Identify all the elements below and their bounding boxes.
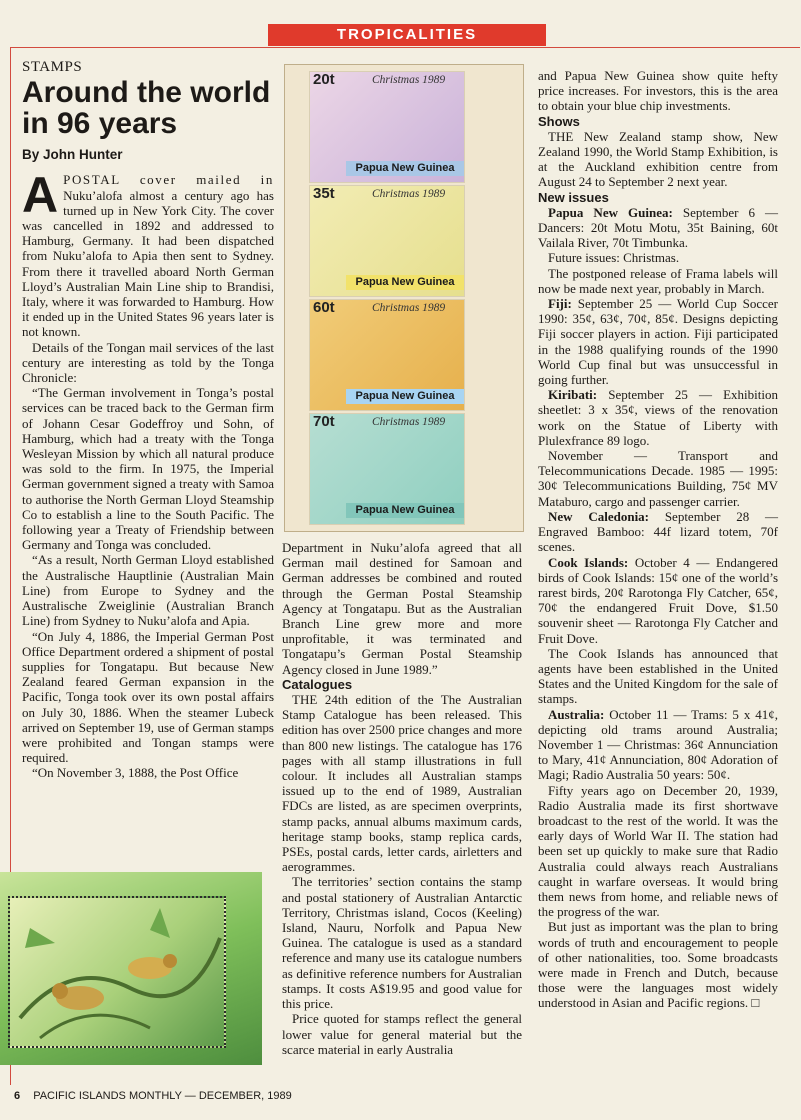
issue-entry-new-caledonia: New Caledonia: September 28 — Engraved Bamboo: 44f lizard totem, 70f scenes. (538, 508, 778, 555)
issue-entry-fiji: Fiji: September 25 — World Cup Soccer 1990: 35¢, 63¢, 70¢, 85¢. Designs depicting Fiji soccer players in action. Fiji participated in the 1988 qualifying rounds of the 1990 World Cup final but was unsuccessful in going further. (538, 296, 778, 388)
stamp-caption: Christmas 1989 (372, 302, 446, 314)
byline: By John Hunter (22, 147, 123, 163)
paragraph: Details of the Tongan mail services of the last century are interesting as told by the Tonga Chronicle: (22, 339, 274, 386)
subhead-catalogues: Catalogues (282, 676, 353, 692)
paragraph: and Papua New Guinea show quite hefty price increases. For investors, this is the area to obtain your blue chip investments. (538, 68, 778, 114)
stamp-illustration (284, 64, 524, 532)
paragraph: But just as important was the plan to bring words of truth and encouragement to people of other nationalities, too. Some broadcasts were made in French and Dutch, because those were the languages most widely understood in Asian and Pacific regions. □ (538, 919, 778, 1011)
end-mark-icon: □ (751, 995, 760, 1011)
publication-line: PACIFIC ISLANDS MONTHLY — DECEMBER, 1989 (33, 1090, 292, 1102)
stamp-value: 70t (313, 413, 335, 430)
article-column-3 (538, 68, 778, 1011)
article-column-1 (22, 60, 274, 781)
section-banner: TROPICALITIES (268, 24, 546, 46)
lead-paragraph: APOSTAL cover mailed in Nuku’alofa almost a century ago has turned up in New York City. The cover was cancelled in 1892 and addressed to Hamburg, Germany. It had been dispatched from Nuku’alofa to Apia then sent to Sydney. From there it travelled aboard North German Lloyd’s Australian Main Line ship to Brandisi, Italy, where it was forwarded to Hamburg. How it ended up in the United States 96 years later is not known. (22, 167, 274, 340)
paragraph: The territories’ section contains the stamp and postal stationery of Australian Antarctic Territory, Christmas island, Cocos (Keeling) Island, Nauru, Norfolk and Papua New Guinea. The catalogue is used as a standard reference and many use its catalogue numbers as definitive reference numbers for Australian stamps. It costs A$19.95 and good value for this price. (282, 874, 522, 1012)
stamp-country: Papua New Guinea (346, 389, 464, 404)
stamp-value: 20t (313, 71, 335, 88)
paragraph: “On July 4, 1886, the Imperial German Post Office Department ordered a shipment of postal supplies for Tongatapu. But because New Zealand feared German expansion in the Pacific, Tonga took over its own postal affairs on July 30, 1886. When the steamer Lubeck arrived on September 19, use of German stamps were prohibited and Tongan stamps were required. (22, 628, 274, 766)
paragraph: The postponed release of Frama labels will now be made next year, probably in March. (538, 265, 778, 296)
page-number: 6 (14, 1090, 21, 1102)
bird-stamp-illustration (0, 872, 262, 1065)
paragraph: Future issues: Christmas. (548, 250, 680, 266)
stamp-35t (309, 185, 465, 297)
stamp-caption: Christmas 1989 (372, 416, 446, 428)
stamp-20t (309, 71, 465, 183)
headline: Around the world in 96 years (22, 76, 271, 141)
issue-entry-png: Papua New Guinea: September 6 — Dancers: 20t Motu Motu, 35t Baining, 60t Vailala River, 70t Timbunka. (538, 204, 779, 251)
issue-entry-kiribati: Kiribati: September 25 — Exhibition sheetlet: 3 x 35¢, views of the renovation work on the Statue of Liberty with Plulexfrance 89 logo. (538, 387, 778, 448)
issue-entry-australia: Australia: October 11 — Trams: 5 x 41¢, depicting old trams around Australia; November 1 — Christmas: 36¢ Annunciation to Mary, 41¢ Annunciation, 80¢ Adoration of Magi; Radio Australia 50 years: 50¢. (538, 706, 778, 783)
stamp-value: 35t (313, 185, 335, 202)
bird-icon (10, 898, 224, 1046)
paragraph: “On November 3, 1888, the Post Office (32, 765, 239, 781)
stamp-caption: Christmas 1989 (372, 74, 446, 86)
paragraph: THE New Zealand stamp show, New Zealand 1990, the World Stamp Exhibition, is at the Auckland exhibition centre from August 24 to September 2 next year. (538, 128, 778, 190)
article-column-2 (282, 540, 522, 1057)
section-kicker: STAMPS (22, 59, 83, 75)
paragraph: November — Transport and Telecommunications Decade. 1985 — 1995: 30¢ Telecommunications Building, 75¢ MV Mataburo, cargo and passenger carrier. (538, 448, 778, 509)
stamp-70t (309, 413, 465, 525)
paragraph: Fifty years ago on December 20, 1939, Radio Australia made its first shortwave broadcast to the rest of the world. It was the early days of World War II. The station had been set up quickly to make sure that Radio Australia could always reach Australians caught in warfare overseas. It would bring them news from home, and reliable news of the progress of the war. (538, 782, 778, 920)
page-footer (14, 1090, 774, 1102)
paragraph: “The German involvement in Tonga’s postal services can be traced back to the German firm of Johann Cesar Godeffroy und Sohn, of Hamburg, which had a treaty with the Tonga Wesleyan Mission by which all natural produce was sold to the firm. In 1975, the Imperial German government signed a treaty with Samoa to authorise the North German Lloyd Steamship Co to establish a line to the South Pacific. The following year a Treaty of Friendship between Germany and Tonga was concluded. (22, 385, 274, 553)
paragraph: Price quoted for stamps reflect the general lower value for general material but the scarce material in early Australia (282, 1011, 522, 1057)
subhead-shows: Shows (538, 113, 580, 129)
paragraph: Department in Nuku’alofa agreed that all German mail destined for Samoan and German addresses be combined and routed through the German Postal Steamship Agency at Tongatapu. But as the Australian Branch Line grew more and more unprofitable, it was terminated and Tongatapu’s German Postal Steamship Agency closed in June 1989.” (282, 540, 522, 677)
stamp-value: 60t (313, 299, 335, 316)
subhead-new-issues: New issues (538, 189, 609, 205)
issue-entry-cook-islands: Cook Islands: October 4 — Endangered birds of Cook Islands: 15¢ one of the world’s rarest birds, 20¢ Rarotonga Fly Catcher, 65¢, 70¢ the endangered Fruit Dove, $1.50 souvenir sheet — Rarotonga Fly Catcher and Fruit Dove. (538, 554, 778, 646)
paragraph: “As a result, North German Lloyd established the Australische Hauptlinie (Australian Main Line) from Europe to Sydney and the Australische Zweiglinie (Australian Branch Line) from Sydney to Nuku’alofa and Apia. (22, 552, 274, 629)
stamp-country: Papua New Guinea (346, 161, 464, 176)
stamp-60t (309, 299, 465, 411)
paragraph: THE 24th edition of the The Australian Stamp Catalogue has been released. This edition has over 2500 price changes and more than 800 new listings. The catalogue has 176 pages with all stamp illustrations in full colour. It includes all Australian stamps issued up to the end of 1989, Australian FDCs are listed, as are specimen overprints, stamp packs, annual albums maximum cards, heritage stamp books, stamp replica cards, PSEs, postal cards, letter cards, airletters and aerogrammes. (282, 692, 522, 875)
stamp-caption: Christmas 1989 (372, 188, 446, 200)
paragraph: The Cook Islands has announced that agents have been established in the United States and the United Kingdom for the sale of stamps. (538, 645, 778, 707)
drop-cap: A (22, 167, 59, 224)
souvenir-sheet (8, 896, 226, 1048)
stamp-country: Papua New Guinea (346, 503, 464, 518)
stamp-country: Papua New Guinea (346, 275, 464, 290)
